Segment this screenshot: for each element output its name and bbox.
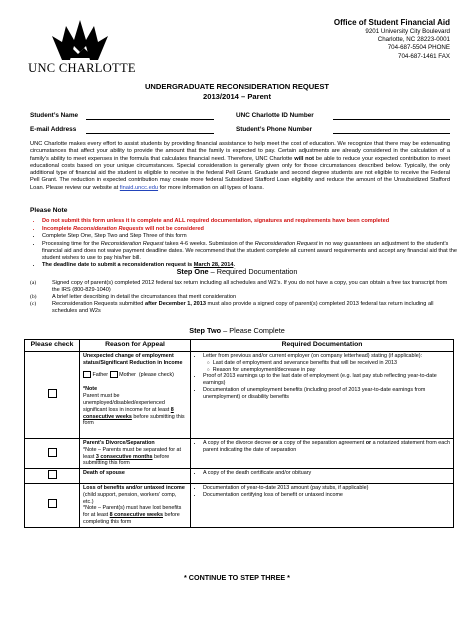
note-text (83, 447, 187, 467)
doc-subitem: ○ Last date of employment and severance benefits that will be received in 2013 (215, 360, 450, 367)
note-text-part: *Note – Parents must be separated for at least (83, 446, 181, 460)
phone-label: Student’s Phone Number (236, 126, 313, 133)
student-name-label: Student’s Name (30, 112, 79, 119)
crown-icon (22, 16, 142, 62)
intro-paragraph (30, 141, 450, 192)
note-text: will not be considered (143, 225, 204, 232)
note-text-part: *Note – Parent(s) must have lost benefits for at least (83, 505, 182, 519)
please-check-label: (please check) (138, 371, 174, 378)
item-label: (a) (30, 280, 37, 286)
email-field[interactable] (86, 133, 214, 134)
logo-text: UNC CHARLOTTE (28, 61, 136, 75)
title-line-1: UNDERGRADUATE RECONSIDERATION REQUEST (144, 82, 330, 91)
note-text-part: before submitting this form (83, 413, 185, 427)
reason-heading: Loss of benefits and/or untaxed income (83, 484, 185, 491)
col-reason: Reason for Appeal (80, 340, 191, 352)
doc-text: A copy of the divorce decree (203, 440, 273, 446)
employment-checkbox[interactable] (48, 389, 57, 398)
mother-checkbox[interactable] (110, 371, 118, 378)
doc-text: Letter from previous and/or current employer (on company letterhead) stating (if applicable): (203, 353, 423, 359)
reason-cell (80, 439, 191, 469)
loss-benefits-checkbox[interactable] (48, 499, 57, 508)
unc-charlotte-logo (22, 16, 142, 76)
intro-text-2: be able to reduce your expected contribution to meet educational costs based on your unique circumstances. Special consideration is generally given only for those circumstances described below. Typically, the only additional type of financial aid the student is eligible to receive is the federal Pell Grant. Graduate and second degree students are not eligible to receive the Federal Pell Grant. The reduction in expected contribution may create more federal Subsidized Stafford Loan eligibility and reduce the amount of the Unsubsidized Stafford Loan. Please review our website at (30, 155, 451, 191)
doc-or: or (365, 440, 372, 446)
note-item: • Complete Step One, Step Two and Step Three of this form (42, 233, 462, 240)
doc-item: • A copy of the death certificate and/or obituary (203, 470, 450, 477)
docs-cell (191, 439, 454, 469)
phone-line: 704-687-5504 PHONE (387, 44, 450, 52)
docs-list (194, 470, 450, 477)
doc-text: a notarized statement from each parent indicating the date of separation (203, 440, 450, 453)
table-row (25, 352, 454, 439)
note-emphasis: 8 consecutive weeks (109, 512, 164, 519)
finaid-link[interactable]: finaid.uncc.edu (119, 184, 159, 191)
email-label: E-mail Address (30, 126, 77, 133)
note-emphasis: 3 consecutive months (95, 453, 153, 460)
father-checkbox[interactable] (83, 371, 91, 378)
step-one-item-a (30, 280, 450, 294)
step-two-heading (0, 326, 474, 335)
will-not-emphasis: will not (294, 155, 315, 162)
student-id-label: UNC Charlotte ID Number (236, 112, 314, 119)
reason-heading: Death of spouse (83, 470, 125, 477)
note-text-part: Parent must be unemployed/disabled/experienced significant loss in income for at least (83, 393, 171, 413)
step-two-label: Step Two (189, 326, 222, 335)
item-text: Reconsideration Requests submitted (52, 301, 145, 307)
note-text: Reconsideration Request (254, 240, 318, 247)
step-one-item-c (30, 301, 450, 315)
docs-cell (191, 352, 454, 439)
doc-item (203, 353, 450, 373)
table-header-row (25, 340, 454, 352)
step-one-label: Step One (176, 267, 209, 276)
item-label: (b) (30, 294, 37, 300)
death-checkbox[interactable] (48, 470, 57, 479)
reason-cell (80, 469, 191, 484)
item-text: A brief letter describing in detail the circumstances that merit consideration (52, 294, 237, 300)
item-text: after December 1, 2013 (144, 301, 206, 307)
docs-cell (191, 469, 454, 484)
doc-item: • Documentation of year-to-date 2013 amount (pay stubs, if applicable) (203, 485, 450, 492)
note-text: in no way guarantees an adjustment to the student’s financial aid and does not waive payment deadline dates. We recommend that the student complete all current award requirements and accept any financial aid that the student wishes to use to pay his/her bill. (42, 240, 458, 261)
doc-item: • Proof of 2013 earnings up to the last date of employment (e.g. last pay stub reflecting year-to-date earnings) (203, 373, 450, 387)
step-one-subtitle: – Required Documentation (208, 267, 298, 276)
continue-to-step-three: * CONTINUE TO STEP THREE * (184, 573, 290, 582)
intro-text: UNC Charlotte makes every effort to assist students by providing financial assistance to help meet the cost of education. We recognize that there may be extenuating circumstances that affect your ability to provide the amount that the family is expected to pay. Certain adjustments are already considered in the calculation of a family’s ability to meet expenses in the formula that calculates financial need. Therefore, UNC Charlotte (30, 141, 450, 162)
mother-label: Mother (119, 371, 136, 378)
title-line-2: 2013/2014 – Parent (203, 91, 271, 101)
doc-sublist (203, 360, 450, 374)
phone-field[interactable] (333, 133, 450, 134)
note-text (83, 505, 187, 525)
address-line: Charlotte, NC 28223-0001 (377, 36, 450, 44)
note-item: • Do not submit this form unless it is complete and ALL required documentation, signatures and requirements have been completed (42, 218, 462, 225)
student-name-field[interactable] (86, 119, 214, 120)
note-emphasis: 8 consecutive weeks (83, 406, 174, 420)
step-one-item-b (30, 294, 450, 301)
doc-text: a copy of the separation agreement (277, 440, 366, 446)
note-text: The deadline date to submit a reconsideration request is (42, 262, 194, 268)
item-label: (c) (30, 301, 37, 307)
check-cell (25, 483, 80, 527)
docs-list (194, 353, 450, 401)
note-text: Incomplete (42, 225, 74, 232)
document-title (0, 82, 474, 101)
student-id-field[interactable] (333, 119, 450, 120)
table-row (25, 469, 454, 484)
note-text: takes 4-6 weeks. Submission of the (163, 240, 255, 247)
col-please-check: Please check (25, 340, 80, 352)
note-text: Processing time for the (42, 240, 101, 247)
docs-list (194, 440, 450, 454)
office-title: Office of Student Financial Aid (333, 18, 450, 27)
parent-select (83, 371, 187, 379)
reason-cell (80, 352, 191, 439)
docs-cell (191, 483, 454, 527)
step-one-heading (0, 267, 474, 276)
intro-text-3: for more information on all types of loans. (158, 184, 264, 191)
doc-item: • Documentation certifying loss of benefit or untaxed income (203, 492, 450, 499)
note-text: . (233, 262, 236, 268)
reason-heading: Parent’s Divorce/Separation (83, 440, 155, 446)
check-cell (25, 469, 80, 484)
reason-cell (80, 483, 191, 527)
item-text: Signed copy of parent(s) completed 2012 federal tax return including all schedules and W2’s. If you do not have a copy, you can obtain a free tax transcript from the IRS (800-829-1040) (52, 280, 448, 293)
note-item (42, 226, 462, 233)
col-required-docs: Required Documentation (191, 340, 454, 352)
note-text-part: before submitting this form (83, 453, 170, 467)
item-text: must also provide a signed copy of parent(s) completed 2013 federal tax return including all schedules and W2s (52, 301, 434, 314)
reason-heading: Unexpected change of employment status/Significant Reduction in Income (83, 353, 183, 366)
check-cell (25, 439, 80, 469)
table-row (25, 483, 454, 527)
docs-list (194, 485, 450, 499)
step-one-list (30, 280, 450, 315)
note-text-part: before completing this form (83, 512, 180, 525)
appeal-table (24, 339, 454, 528)
step-two-subtitle: – Please Complete (221, 326, 285, 335)
fax-line: 704-687-1461 FAX (398, 52, 450, 60)
note-item (42, 241, 462, 262)
please-note-heading: Please Note (30, 207, 68, 214)
doc-item (203, 440, 450, 454)
check-cell (25, 352, 80, 439)
table-row (25, 439, 454, 469)
divorce-checkbox[interactable] (48, 448, 57, 457)
note-text (83, 393, 187, 427)
note-text: Reconsideration Request (100, 240, 164, 247)
doc-or: or (272, 440, 278, 446)
doc-subitem: ○ Reason for unemployment/decrease in pay (215, 367, 450, 374)
note-text: Reconsideration Requests (73, 225, 144, 232)
please-note-list (30, 218, 462, 270)
office-address-block (334, 18, 450, 61)
doc-item: • Documentation of unemployment benefits (including proof of 2013 year-to-date earnings from unemployment) or disability benefits (203, 387, 450, 401)
reason-subtext: (child support, pension, workers’ comp, etc.) (83, 491, 177, 505)
father-label: Father (92, 371, 109, 378)
note-heading: *Note (83, 386, 98, 393)
deadline-date: March 28, 2014 (193, 262, 234, 268)
address-line: 9201 University City Boulevard (365, 28, 450, 35)
